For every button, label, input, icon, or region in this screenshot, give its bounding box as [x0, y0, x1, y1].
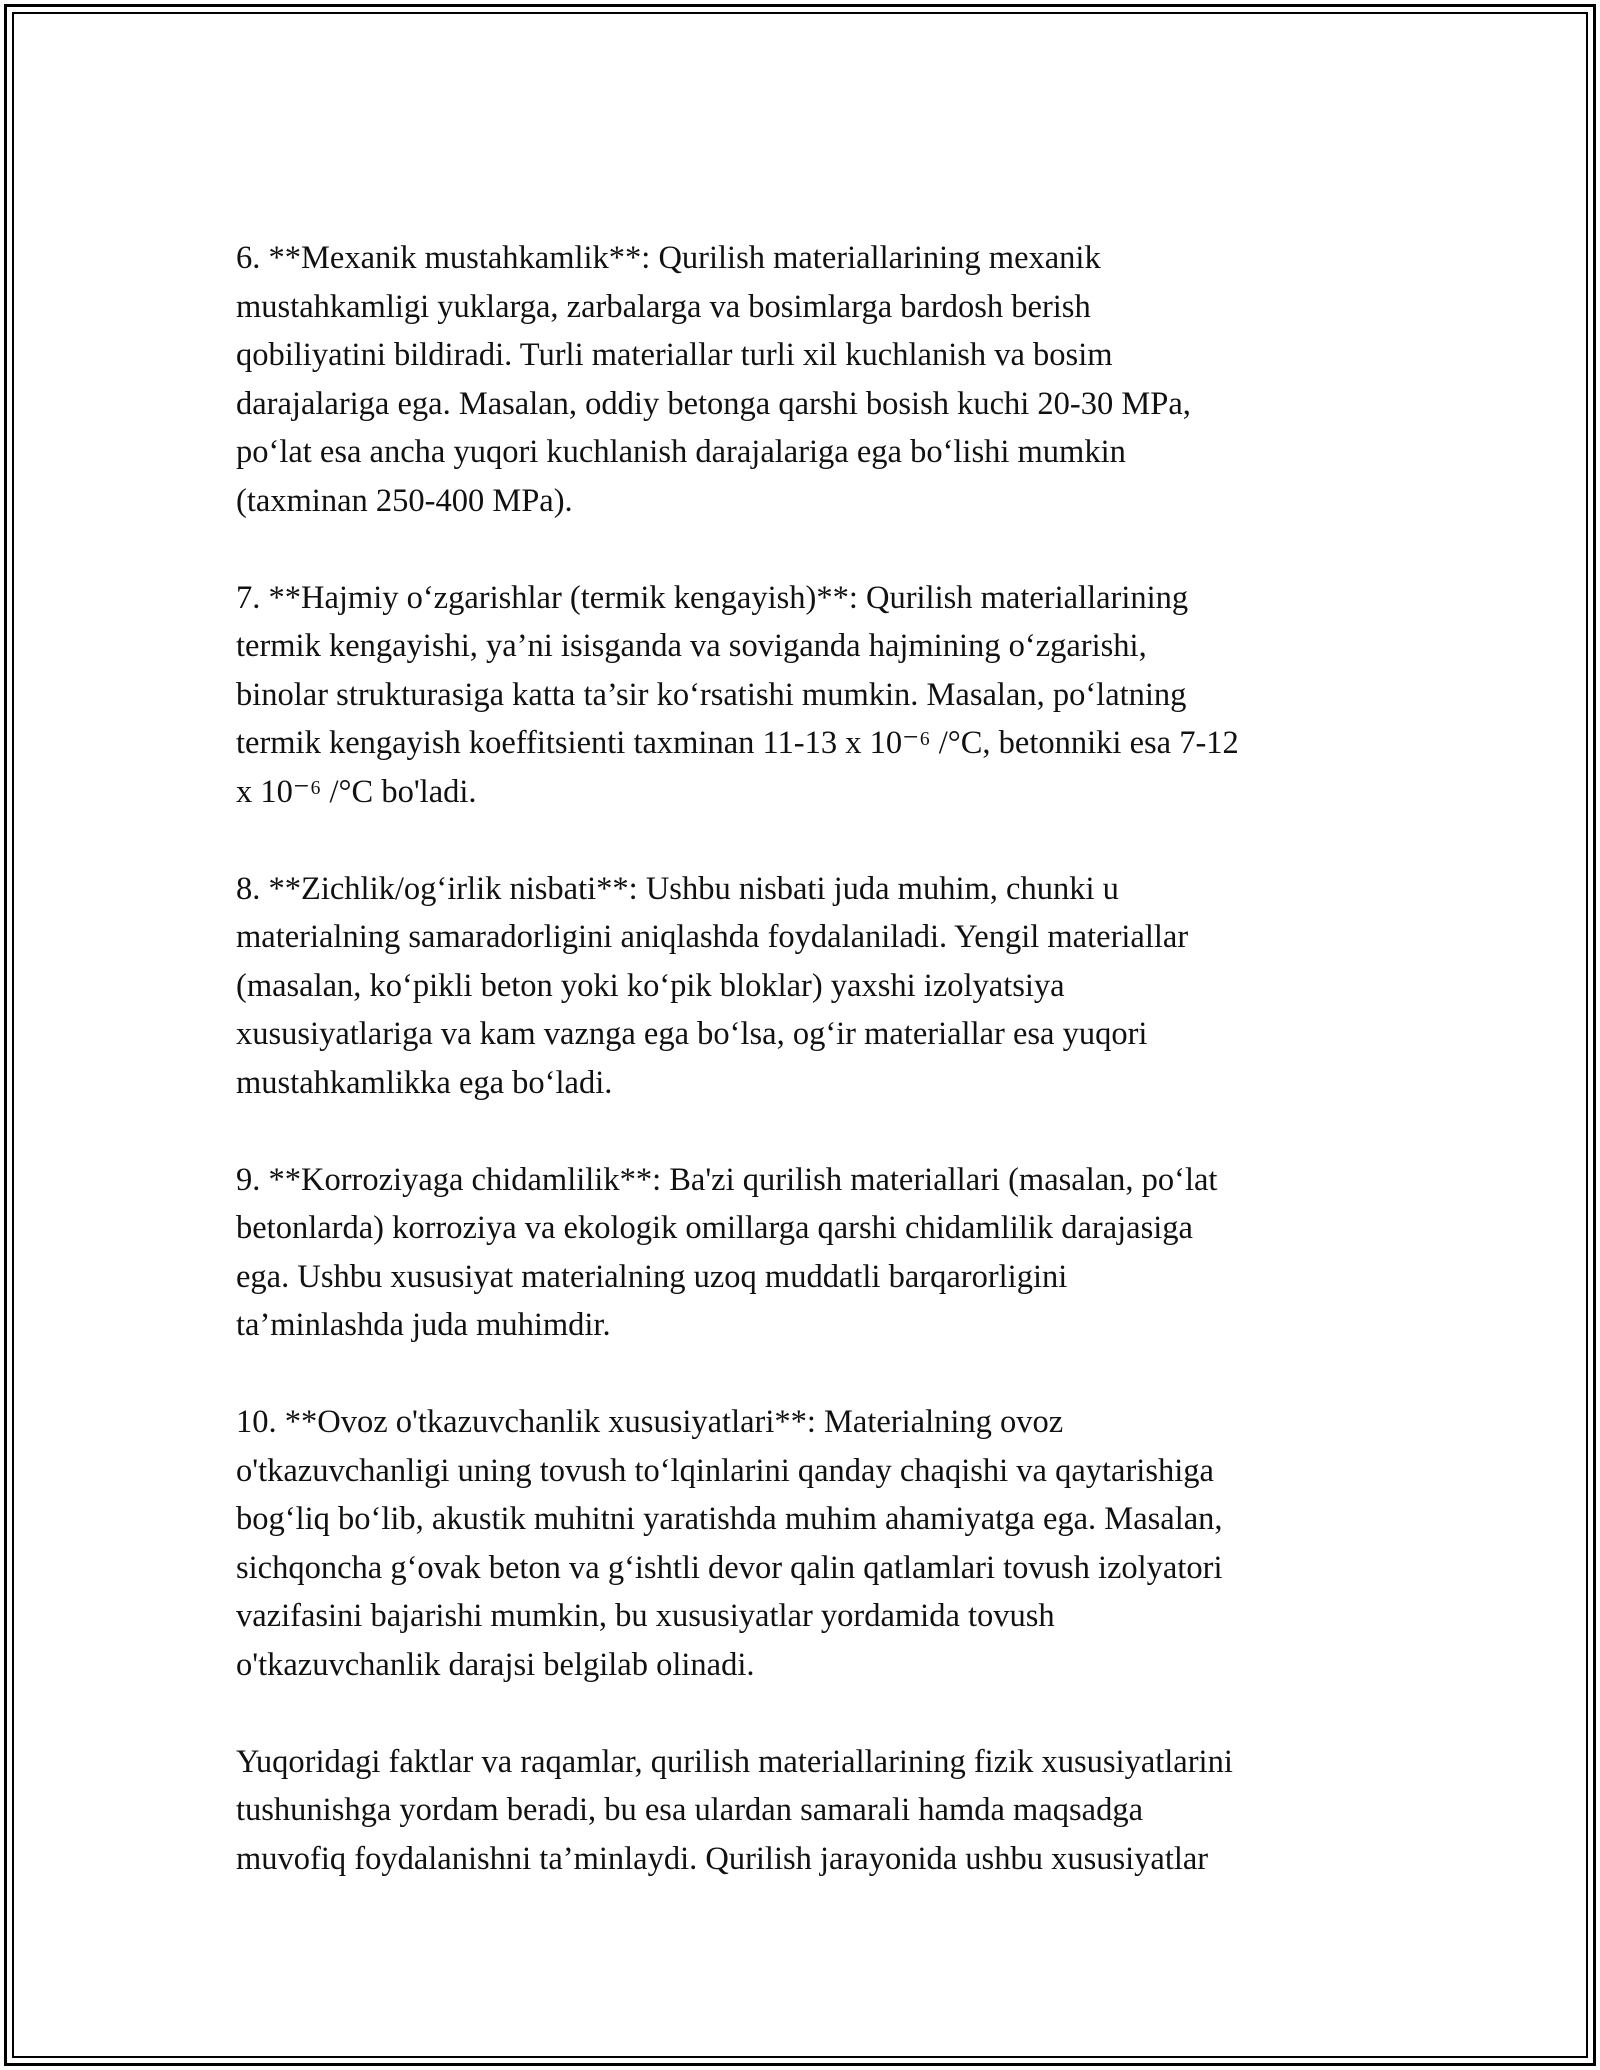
text-line: 6. **Mexanik mustahkamlik**: Qurilish materiallarining mexanik: [236, 240, 1101, 276]
text-line: bog‘liq bo‘lib, akustik muhitni yaratishda muhim ahamiyatga ega. Masalan,: [236, 1501, 1223, 1537]
text-line: o'tkazuvchanlik darajsi belgilab olinadi.: [236, 1646, 755, 1683]
paragraph-thermal-expansion: [236, 574, 1386, 817]
text-line: 7. **Hajmiy o‘zgarishlar (termik kengayish)**: Qurilish materiallarining: [236, 579, 1189, 616]
text-line: Yuqoridagi faktlar va raqamlar, qurilish materiallarining fizik xususiyatlarini: [236, 1743, 1233, 1780]
text-line: materialning samaradorligini aniqlashda foydalaniladi. Yengil materiallar: [236, 919, 1189, 955]
text-line: mustahkamlikka ega bo‘ladi.: [236, 1064, 613, 1101]
text-line: muvofiq foydalanishni ta’minlaydi. Qurilish jarayonida ushbu xususiyatlar: [236, 1840, 1209, 1877]
text-line: termik kengayish koeffitsienti taxminan 11-13 x 10⁻⁶ /°C, betonniki esa 7-12: [236, 725, 1239, 761]
text-line: mustahkamligi yuklarga, zarbalarga va bosimlarga bardosh berish: [236, 288, 1091, 325]
text-line: tushunishga yordam beradi, bu esa ulardan samarali hamda maqsadga: [236, 1792, 1144, 1828]
paragraph-corrosion-resistance: [236, 1156, 1386, 1350]
text-line: (taxminan 250-400 MPa).: [236, 482, 573, 519]
paragraph-conclusion: [236, 1738, 1386, 1884]
text-line: ta’minlashda juda muhimdir.: [236, 1307, 611, 1343]
text-line: betonlarda) korroziya va ekologik omillarga qarshi chidamlilik darajasiga: [236, 1210, 1193, 1246]
paragraph-sound-conductivity: [236, 1398, 1386, 1689]
document-body: [236, 234, 1386, 1932]
text-line: termik kengayishi, ya’ni isisganda va soviganda hajmining o‘zgarishi,: [236, 628, 1147, 664]
text-line: binolar strukturasiga katta ta’sir ko‘rsatishi mumkin. Masalan, po‘latning: [236, 676, 1187, 713]
text-line: po‘lat esa ancha yuqori kuchlanish darajalariga ega bo‘lishi mumkin: [236, 434, 1126, 470]
text-line: xususiyatlariga va kam vaznga ega bo‘lsa, og‘ir materiallar esa yuqori: [236, 1016, 1148, 1052]
paragraph-density-weight-ratio: [236, 865, 1386, 1108]
text-line: qobiliyatini bildiradi. Turli materiallar turli xil kuchlanish va bosim: [236, 337, 1113, 373]
text-line: 10. **Ovoz o'tkazuvchanlik xususiyatlari**: Materialning ovoz: [236, 1404, 1064, 1440]
text-line: (masalan, ko‘pikli beton yoki ko‘pik bloklar) yaxshi izolyatsiya: [236, 967, 1065, 1004]
text-line: vazifasini bajarishi mumkin, bu xususiyatlar yordamida tovush: [236, 1598, 1055, 1634]
text-line: ega. Ushbu xususiyat materialning uzoq muddatli barqarorligini: [236, 1258, 1068, 1295]
text-line: sichqoncha g‘ovak beton va g‘ishtli devor qalin qatlamlari tovush izolyatori: [236, 1549, 1223, 1586]
text-line: 9. **Korroziyaga chidamlilik**: Ba'zi qurilish materiallari (masalan, po‘lat: [236, 1161, 1218, 1198]
paragraph-mechanical-strength: [236, 234, 1386, 525]
text-line: o'tkazuvchanligi uning tovush to‘lqinlarini qanday chaqishi va qaytarishiga: [236, 1452, 1214, 1489]
text-line: darajalariga ega. Masalan, oddiy betonga qarshi bosish kuchi 20-30 MPa,: [236, 385, 1191, 422]
text-line: 8. **Zichlik/og‘irlik nisbati**: Ushbu nisbati juda muhim, chunki u: [236, 870, 1119, 907]
text-line: x 10⁻⁶ /°C bo'ladi.: [236, 773, 477, 810]
